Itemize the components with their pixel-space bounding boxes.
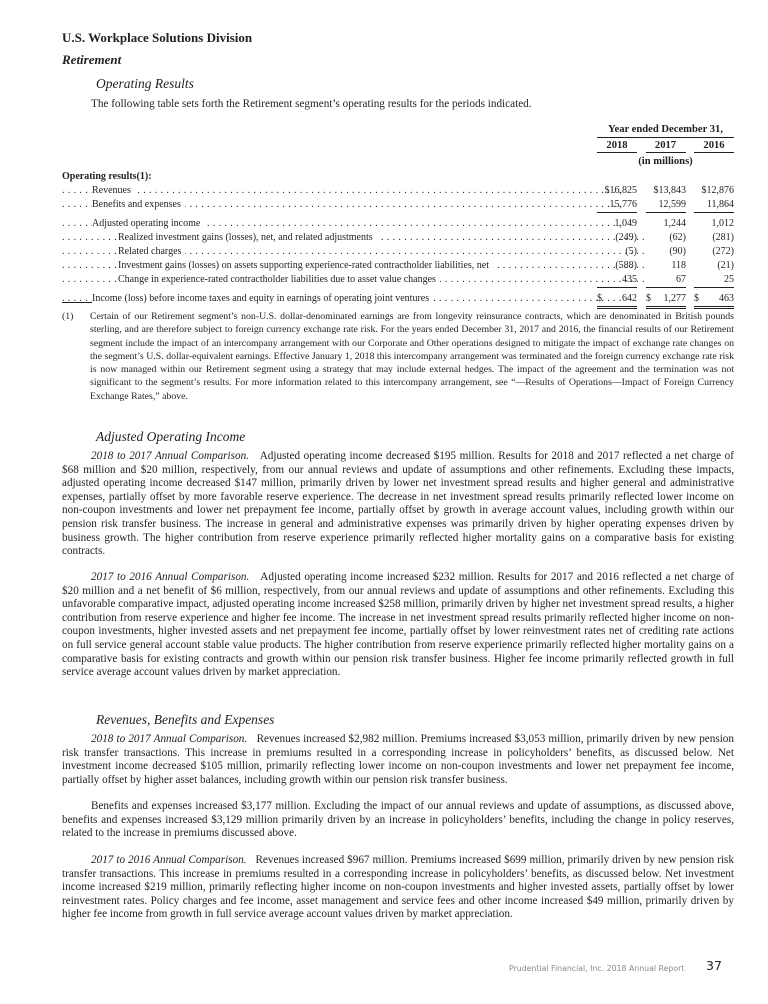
cell-value: 25 [694, 273, 734, 288]
paragraph-text: Adjusted operating income increased $232 million. Results for 2017 and 2016 reflected a net charge of $20 million and a net benefit of $6 million, respectively, from our annual reviews and update of assumptions and other refinements. Excluding this unfavorable comparative impact, adjusted operating income increased $258 million, primarily driven by higher net investment spread results, a higher contribution from reserve experience and higher fee income. The increase in net investment spread results primarily reflected higher income on non-coupon investments, higher invested assets and net prepayment fee income, partially offset by lower reinvestment rates net of crediting rate actions on full service general account stable value products. The higher contribution from reserve experience primarily reflected higher mortality gains on a comparative basis for existing contracts and growth within our pension risk transfer business. Higher fee income primarily reflected growth in full service average account values driven by market appreciation. [62, 571, 734, 679]
table-row [62, 259, 734, 273]
row-label: Revenues [92, 185, 135, 196]
cell-value: (249) [615, 232, 637, 243]
unit-label: (in millions) [638, 156, 693, 167]
cell-value: $13,843 [653, 185, 686, 196]
paragraph-text: Revenues increased $2,982 million. Premiums increased $3,053 million, primarily driven by new pension risk transfer transactions. This increase in premiums resulted in a corresponding increase in policyholders’ benefits, as discussed below. Net investment income decreased $105 million, primarily reflecting lower income on non-coupon investments and lower net prepayment fee income, partially offset by higher asset balances, including growth within our pension risk transfer business. [62, 733, 734, 786]
paragraph [62, 571, 734, 680]
currency-symbol: $ [597, 293, 602, 304]
row-label: Change in experience-rated contractholder liabilities due to asset value changes [118, 274, 440, 285]
table-section-label: Operating results(1): [62, 170, 734, 184]
paragraph-lead: 2017 to 2016 Annual Comparison. [91, 571, 250, 583]
cell-value: (272) [712, 246, 734, 257]
year-column-header: 2018 [597, 140, 637, 153]
cell-value: 67 [646, 273, 686, 288]
table-row [62, 198, 734, 212]
paragraph [62, 854, 734, 922]
cell-value: 118 [671, 260, 686, 271]
table-header [597, 124, 734, 167]
cell-value: (281) [712, 232, 734, 243]
paragraph-text: Adjusted operating income decreased $195 million. Results for 2018 and 2017 reflected a net charge of $68 million and $20 million, respectively, from our annual reviews and update of assumptions and other refinements. Excluding these impacts, adjusted operating income decreased $147 million, primarily driven by lower net investment spread results and higher general and administrative expenses, partially offset by more favorable reserve experience. The decrease in net investment spread results primarily reflected lower income on non-coupon investments and lower net prepayment fee income, partially offset by growth in average account values, including growth within our pension risk transfer business. The increase in general and administrative expenses was primarily driven by higher operating expenses driven by business growth. The higher contribution from reserve experience primarily reflected higher mortality gains on a comparative basis for existing contracts. [62, 450, 734, 558]
paragraph [62, 450, 734, 559]
paragraph-lead: 2018 to 2017 Annual Comparison. [91, 450, 249, 462]
operating-results-intro: The following table sets forth the Retirement segment’s operating results for the periods indicated. [91, 98, 532, 110]
row-label: Adjusted operating income [92, 218, 204, 229]
division-title: U.S. Workplace Solutions Division [62, 30, 253, 45]
cell-value: (588) [615, 260, 637, 271]
page-number: 37 [706, 958, 722, 973]
paragraph [62, 733, 734, 787]
row-label: Income (loss) before income taxes and equity in earnings of operating joint ventures [92, 293, 433, 304]
row-label: Investment gains (losses) on assets supporting experience-rated contractholder liabilities, net [118, 260, 493, 271]
cell-value: 11,864 [694, 198, 734, 213]
paragraph-lead: 2017 to 2016 Annual Comparison. [91, 854, 247, 866]
paragraph-lead: 2018 to 2017 Annual Comparison. [91, 733, 248, 745]
table-row [62, 184, 734, 198]
footnote-text: Certain of our Retirement segment’s non-U.S. dollar-denominated earnings are from longevity reinsurance contracts, which are denominated in British pounds sterling, and are therefore subject to foreign currency exchange rate risk. For the years ended December 31, 2017 and 2016, the financial results of our Retirement segment include the impact of an intercompany arrangement with our Corporate and Other operations designed to mitigate the impact of exchange rate changes on the segment’s U.S. dollar-equivalent earnings. Effective January 1, 2018 this intercompany arrangement was terminated and the foreign currency exchange rate risk is now managed within our Retirement segment using a strategy that may include external hedges. The impact of the agreement and the termination was not significant to the segment’s results. For more information related to this intercompany arrangement, see “—Results of Operations—Impact of Foreign Currency Exchange Rates,” above. [90, 311, 734, 402]
operating-results-table [62, 170, 734, 306]
year-column-header: 2016 [694, 140, 734, 153]
cell-value: 1,244 [663, 218, 686, 229]
footnote [62, 310, 734, 403]
cell-value: 1,012 [711, 218, 734, 229]
paragraph-text: Revenues increased $967 million. Premiums increased $699 million, primarily driven by new pension risk transfer transactions. This increase in premiums resulted in a corresponding increase in policyholders’ benefits, as discussed below. Net investment income increased $219 million, primarily reflecting higher income on non-coupon investments and higher invested assets, partially offset by lower reinvestment rates. Policy charges and fee income, asset management and service fees and other income increased $49 million, primarily driven by higher fee income from growth in full service average account values driven by market appreciation. [62, 854, 734, 921]
paragraph-text: Benefits and expenses increased $3,177 million. Excluding the impact of our annual reviews and update of assumptions, as discussed above, benefits and expenses increased $3,129 million primarily driven by an increase in policyholders’ benefits, including the change in policy reserves, related to the increase in premiums discussed above. [62, 800, 734, 840]
cell-value: $12,876 [701, 185, 734, 196]
table-row [62, 217, 734, 231]
cell-value: (5) [625, 246, 637, 257]
cell-value: 435 [597, 273, 637, 288]
currency-symbol: $ [694, 293, 699, 304]
footer-report-name: Prudential Financial, Inc. 2018 Annual Report [509, 964, 685, 973]
cell-value: (90) [669, 246, 686, 257]
segment-title: Retirement [62, 52, 122, 67]
cell-value: 1,049 [614, 218, 637, 229]
cell-value: $16,825 [604, 185, 637, 196]
cell-value: 463 [719, 293, 734, 304]
row-label: Benefits and expenses [92, 199, 185, 210]
table-row [62, 231, 734, 245]
revenues-benefits-expenses-heading: Revenues, Benefits and Expenses [96, 712, 275, 727]
operating-results-heading: Operating Results [96, 76, 194, 91]
table-row [62, 273, 734, 287]
row-label: Related charges [118, 246, 185, 257]
year-column-header: 2017 [646, 140, 686, 153]
table-row-total [62, 292, 734, 306]
paragraph [62, 800, 734, 841]
cell-value: (21) [717, 260, 734, 271]
period-header: Year ended December 31, [597, 124, 734, 138]
cell-value: 642 [622, 293, 637, 304]
cell-value: 15,776 [597, 198, 637, 213]
cell-value: 1,277 [663, 293, 686, 304]
table-row [62, 245, 734, 259]
footnote-marker: (1) [62, 311, 74, 322]
row-label: Realized investment gains (losses), net, and related adjustments [118, 232, 377, 243]
cell-value: (62) [669, 232, 686, 243]
currency-symbol: $ [646, 293, 651, 304]
cell-value: 12,599 [646, 198, 686, 213]
adjusted-operating-income-heading: Adjusted Operating Income [96, 429, 246, 444]
